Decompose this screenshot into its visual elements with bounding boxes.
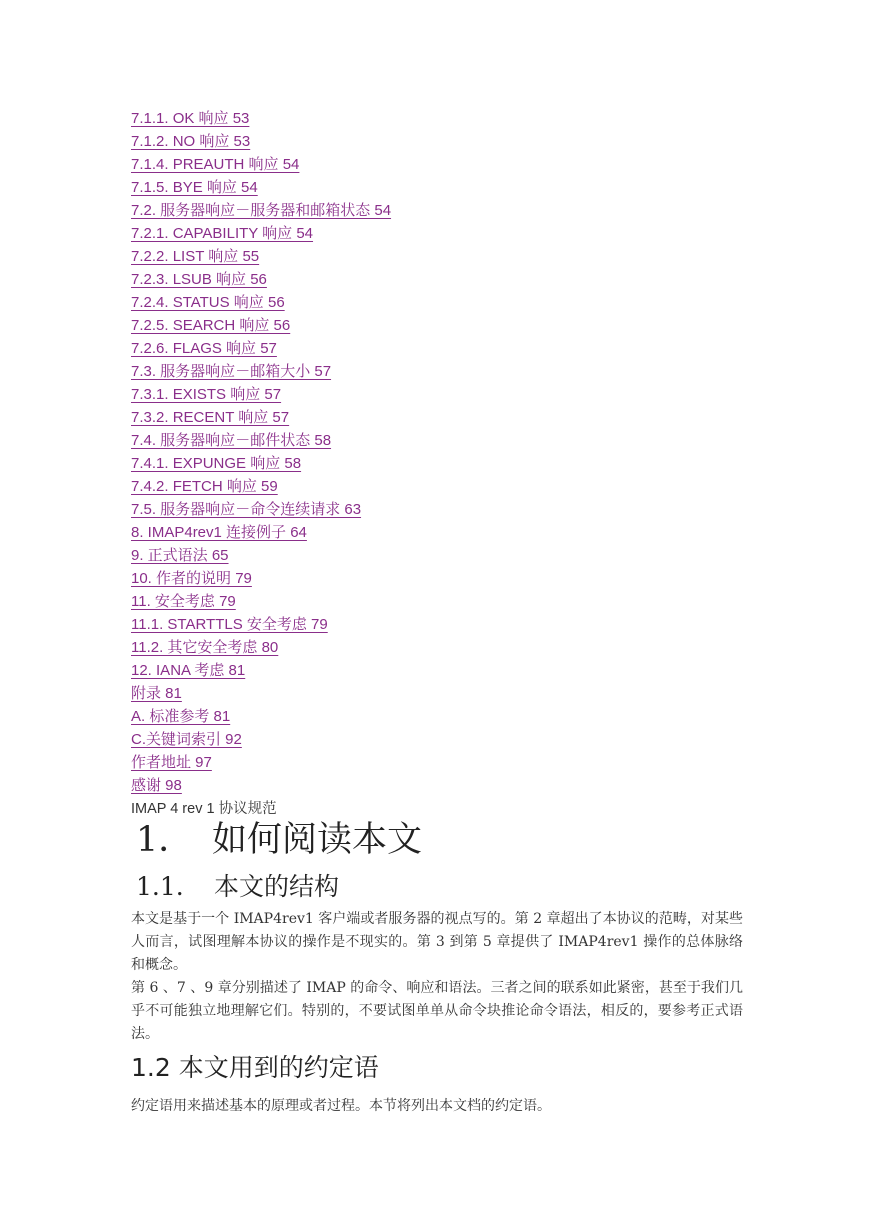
toc-entry	[131, 337, 751, 360]
body-paragraph: 约定语用来描述基本的原理或者过程。本节将列出本文档的约定语。	[131, 1098, 551, 1114]
toc-link[interactable]: 7.2.4. STATUS 响应 56	[131, 294, 285, 311]
toc-link[interactable]: 7.2.1. CAPABILITY 响应 54	[131, 225, 314, 242]
body-paragraph: 本文是基于一个 IMAP4rev1 客户端或者服务器的视点写的。第 2 章超出了本协议的范畴，对某些人而言，试图理解本协议的操作是不现实的。第 3 到第 5 章提供了 IMAP4rev1 操作的总体脉络和概念。	[131, 911, 743, 973]
subsection-heading	[136, 871, 339, 903]
toc-link[interactable]: 8. IMAP4rev1 连接例子 64	[131, 524, 307, 541]
toc-link[interactable]: 12. IANA 考虑 81	[131, 662, 246, 679]
toc-link[interactable]: 10. 作者的说明 79	[131, 570, 252, 587]
toc-link[interactable]: 7.1.5. BYE 响应 54	[131, 179, 258, 196]
toc-entry	[131, 705, 751, 728]
toc-link[interactable]: 11.2. 其它安全考虑 80	[131, 639, 279, 656]
toc-link[interactable]: 7.2.3. LSUB 响应 56	[131, 271, 267, 288]
toc-link[interactable]: 7.5. 服务器响应－命令连续请求 63	[131, 501, 362, 518]
toc-link[interactable]: 11. 安全考虑 79	[131, 593, 236, 610]
subsection-heading: 1.2 本文用到的约定语	[131, 1053, 379, 1082]
table-of-contents	[131, 107, 751, 797]
toc-link[interactable]: 作者地址 97	[131, 754, 212, 771]
toc-entry	[131, 291, 751, 314]
toc-entry	[131, 176, 751, 199]
toc-entry	[131, 728, 751, 751]
section-title: 如何阅读本文	[212, 820, 423, 860]
toc-link[interactable]: 7.2. 服务器响应－服务器和邮箱状态 54	[131, 202, 392, 219]
toc-link[interactable]: 11.1. STARTTLS 安全考虑 79	[131, 616, 328, 633]
toc-link[interactable]: 7.1.2. NO 响应 53	[131, 133, 251, 150]
toc-link[interactable]: 7.4.2. FETCH 响应 59	[131, 478, 278, 495]
toc-entry	[131, 613, 751, 636]
toc-link[interactable]: 7.2.6. FLAGS 响应 57	[131, 340, 277, 357]
section-heading	[136, 818, 422, 862]
toc-entry	[131, 498, 751, 521]
toc-entry	[131, 360, 751, 383]
toc-entry	[131, 751, 751, 774]
toc-link[interactable]: 7.3. 服务器响应－邮箱大小 57	[131, 363, 332, 380]
toc-entry	[131, 245, 751, 268]
toc-entry	[131, 199, 751, 222]
toc-entry	[131, 153, 751, 176]
toc-link[interactable]: A. 标准参考 81	[131, 708, 231, 725]
toc-entry	[131, 636, 751, 659]
toc-link[interactable]: 7.4. 服务器响应－邮件状态 58	[131, 432, 332, 449]
toc-link[interactable]: 7.1.1. OK 响应 53	[131, 110, 250, 127]
toc-entry	[131, 659, 751, 682]
toc-link[interactable]: 附录 81	[131, 685, 182, 702]
toc-entry	[131, 107, 751, 130]
toc-entry	[131, 590, 751, 613]
toc-link[interactable]: 7.1.4. PREAUTH 响应 54	[131, 156, 300, 173]
subsection-number: 1.1.	[136, 872, 184, 901]
toc-entry	[131, 130, 751, 153]
toc-entry	[131, 475, 751, 498]
toc-entry	[131, 383, 751, 406]
toc-entry	[131, 314, 751, 337]
toc-link[interactable]: 9. 正式语法 65	[131, 547, 229, 564]
toc-link[interactable]: 7.2.5. SEARCH 响应 56	[131, 317, 291, 334]
toc-link[interactable]: C.关键词索引 92	[131, 731, 242, 748]
toc-link[interactable]: 感谢 98	[131, 777, 182, 794]
toc-entry	[131, 429, 751, 452]
toc-entry	[131, 682, 751, 705]
toc-link[interactable]: 7.2.2. LIST 响应 55	[131, 248, 260, 265]
toc-link[interactable]: 7.4.1. EXPUNGE 响应 58	[131, 455, 302, 472]
body-paragraph: 第 6 、7 、9 章分别描述了 IMAP 的命令、响应和语法。三者之间的联系如此紧密，甚至于我们几乎不可能独立地理解它们。特别的，不要试图单单从命令块推论命令语法，相反的，要参考正式语法。	[131, 980, 743, 1042]
toc-entry	[131, 452, 751, 475]
toc-entry	[131, 521, 751, 544]
toc-entry	[131, 774, 751, 797]
toc-entry	[131, 222, 751, 245]
subsection-title: 本文的结构	[214, 872, 340, 901]
toc-entry	[131, 567, 751, 590]
running-title: IMAP 4 rev 1 协议规范	[131, 801, 277, 817]
toc-link[interactable]: 7.3.1. EXISTS 响应 57	[131, 386, 282, 403]
section-number: 1．	[136, 820, 194, 860]
toc-entry	[131, 268, 751, 291]
toc-entry	[131, 406, 751, 429]
toc-link[interactable]: 7.3.2. RECENT 响应 57	[131, 409, 290, 426]
toc-entry	[131, 544, 751, 567]
